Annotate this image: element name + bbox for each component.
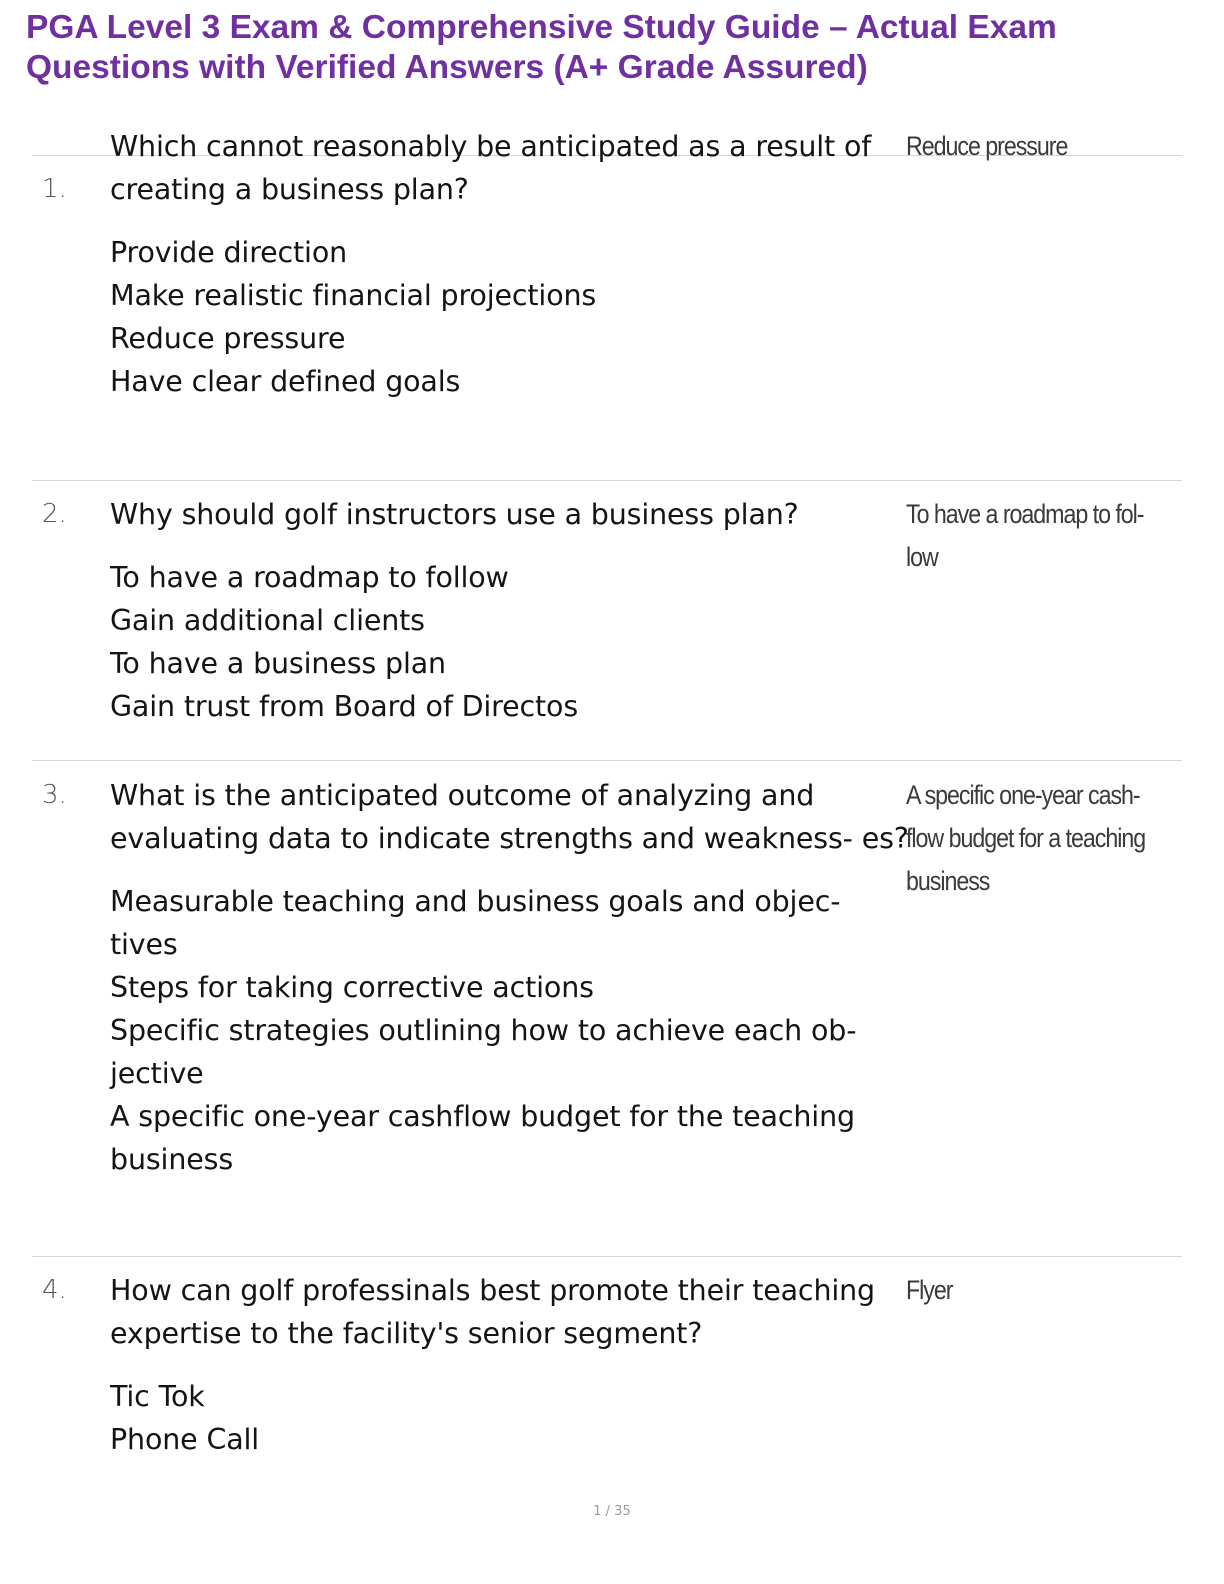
document-title: PGA Level 3 Exam & Comprehensive Study Guide – Actual Exam Questions with Verified Answers (A+ Grade Assured)	[26, 9, 1057, 86]
option: Steps for taking corrective actions	[110, 971, 594, 1004]
option: Reduce pressure	[110, 322, 346, 355]
divider	[32, 1256, 1182, 1257]
option: Provide direction	[110, 236, 348, 269]
question-body	[110, 1269, 910, 1461]
options-list	[110, 1375, 910, 1461]
page-number: 1 / 35	[593, 1504, 631, 1519]
question-text: Which cannot reasonably be anticipated as a result of creating a business plan?	[110, 130, 872, 206]
answer-text: To have a roadmap to fol- low	[906, 499, 1144, 572]
options-list	[110, 556, 910, 728]
question-body	[110, 774, 910, 1181]
question-number: 1.	[42, 174, 67, 204]
options-list	[110, 231, 910, 403]
question-text: How can golf professinals best promote their teaching expertise to the facility's senior segment?	[110, 1274, 875, 1350]
option: To have a roadmap to follow	[110, 561, 509, 594]
question-body	[110, 125, 910, 403]
question-text: What is the anticipated outcome of analyzing and evaluating data to indicate strengths and weakness- es?	[110, 779, 909, 855]
divider	[32, 480, 1182, 481]
option: Measurable teaching and business goals and objec- tives	[110, 885, 841, 961]
option: Gain trust from Board of Directos	[110, 690, 579, 723]
question-body	[110, 493, 910, 728]
answer-text: A specific one-year cash- flow budget for a teaching business	[906, 780, 1146, 896]
divider	[32, 760, 1182, 761]
option: A specific one-year cashflow budget for the teaching business	[110, 1100, 855, 1176]
answer-text: Reduce pressure	[906, 131, 1068, 161]
option: Gain additional clients	[110, 604, 425, 637]
question-number: 2.	[42, 499, 67, 529]
option: Make realistic financial projections	[110, 279, 597, 312]
option: Specific strategies outlining how to achieve each ob- jective	[110, 1014, 857, 1090]
option: Tic Tok	[110, 1380, 205, 1413]
question-number: 4.	[42, 1275, 67, 1305]
option: Phone Call	[110, 1423, 260, 1456]
answer-text: Flyer	[906, 1275, 953, 1305]
question-text: Why should golf instructors use a business plan?	[110, 498, 799, 531]
option: Have clear defined goals	[110, 365, 461, 398]
option: To have a business plan	[110, 647, 446, 680]
question-number: 3.	[42, 780, 67, 810]
options-list	[110, 880, 910, 1181]
